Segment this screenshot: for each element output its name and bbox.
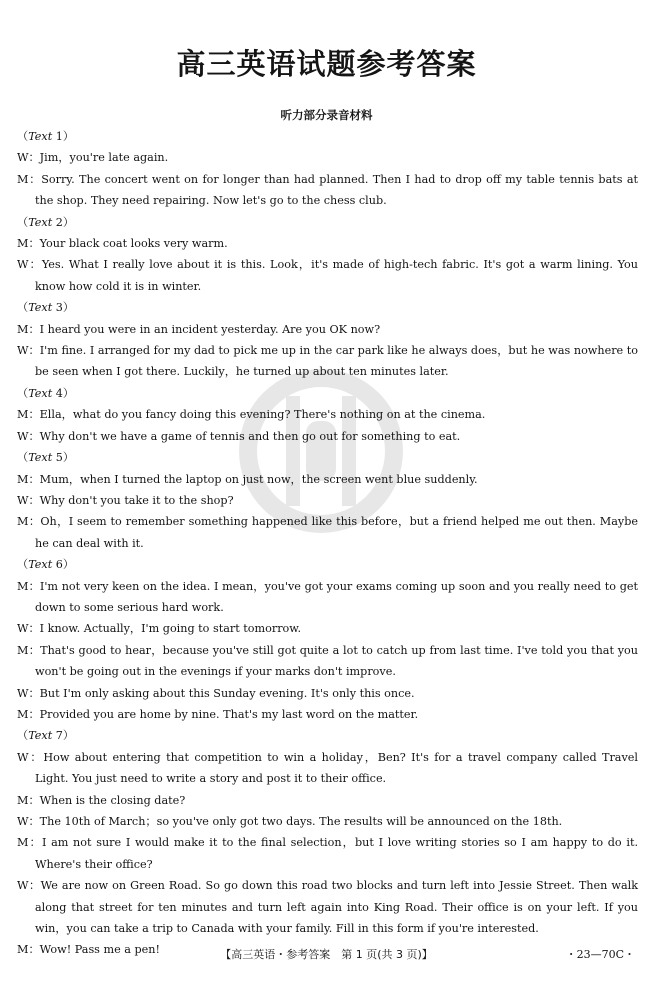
page-footer [0,944,653,966]
text-section-label [17,383,638,404]
page-title: 高三英语试题参考答案 [176,47,477,81]
label-open: （ [17,215,29,229]
label-number: 6） [52,558,75,572]
dialogue-line: M：Wow! Pass me a pen! [17,943,160,957]
dialogue-line: W：We are now on Green Road. So go down this road two blocks and turn left into Jessie Street. Then walk along that street for ten minutes and turn left again into King Road. Their office is on your left. If you win，you can take a trip to Canada with your family. Fill in this form if you're interested. [17,879,638,936]
dialogue-line: M：That's good to hear，because you've still got quite a lot to catch up from last time. I've told you that you won't be going out in the evenings if your marks don't improve. [17,643,638,679]
label-word: Text [28,215,53,229]
section-subtitle: 听力部分录音材料 [280,108,373,122]
label-word: Text [28,301,53,315]
dialogue-line: M：When is the closing date? [17,793,186,807]
label-word: Text [28,130,53,143]
dialogue-line: W：The 10th of March；so you've only got two days. The results will be announced on the 18th. [17,815,563,828]
footer-exam-code: ・23—70C・ [565,948,635,961]
label-number: 7） [52,729,75,743]
dialogue-line: W：Why don't you take it to the shop? [17,493,234,507]
dialogue-line: W：But I'm only asking about this Sunday evening. It's only this once. [17,686,415,700]
label-open: （ [17,451,29,465]
text-section-label [17,725,638,746]
text-section-label [17,447,638,468]
dialogue-line: M：I heard you were in an incident yesterday. Are you OK now? [17,322,381,336]
label-word: Text [28,558,53,572]
text-section-label [17,212,638,233]
label-open: （ [17,301,29,315]
label-number: 2） [52,215,75,229]
transcript-body [17,126,638,961]
dialogue-line: W：I'm fine. I arranged for my dad to pick me up in the car park like he always does，but he was nowhere to be seen when I got there. Luckily，he turned up about ten minutes later. [17,344,638,379]
dialogue-line: M：I'm not very keen on the idea. I mean，you've got your exams coming up soon and you really need to get down to some serious hard work. [17,579,638,614]
dialogue-line: M：Provided you are home by nine. That's my last word on the matter. [17,707,419,721]
dialogue-line: M：Ella，what do you fancy doing this evening? There's nothing on at the cinema. [17,408,486,422]
label-open: （ [17,558,29,572]
dialogue-line: M：Oh，I seem to remember something happened like this before，but a friend helped me out then. Maybe he can deal with it. [17,515,638,550]
label-number: 5） [52,451,75,465]
label-open: （ [17,729,29,743]
dialogue-line: W：Jim，you're late again. [17,151,169,165]
text-section-label [17,297,638,318]
label-number: 4） [52,386,75,400]
dialogue-line: M：Mum，when I turned the laptop on just now，the screen went blue suddenly. [17,472,478,486]
dialogue-line: M：I am not sure I would make it to the final selection，but I love writing stories so I am happy to do it. Where's their office? [17,836,638,871]
dialogue-line: W：I know. Actually，I'm going to start tomorrow. [17,622,302,636]
text-section-label [17,554,638,575]
label-word: Text [28,729,53,743]
label-word: Text [28,451,53,465]
dialogue-line: M：Sorry. The concert went on for longer than had planned. Then I had to drop off my table tennis bats at the shop. They need repairing. Now let's go to the chess club. [17,172,638,208]
dialogue-line: W：Why don't we have a game of tennis and then go out for something to eat. [17,429,461,443]
label-word: Text [28,386,53,400]
dialogue-line: W：How about entering that competition to win a holiday，Ben? It's for a travel company called Travel Light. You just need to write a story and post it to their office. [17,750,638,786]
dialogue-line: W：Yes. What I really love about it is this. Look，it's made of high-tech fabric. It's got a warm lining. You know how cold it is in winter. [17,258,638,293]
label-number: 3） [52,301,75,315]
label-open: （ [17,130,29,143]
text-section-label [17,126,638,147]
dialogue-line: M：Your black coat looks very warm. [17,237,228,251]
footer-page-info: 【高三英语・参考答案 第 1 页(共 3 页)】 [220,948,433,961]
label-open: （ [17,386,29,400]
label-number: 1） [52,130,75,143]
